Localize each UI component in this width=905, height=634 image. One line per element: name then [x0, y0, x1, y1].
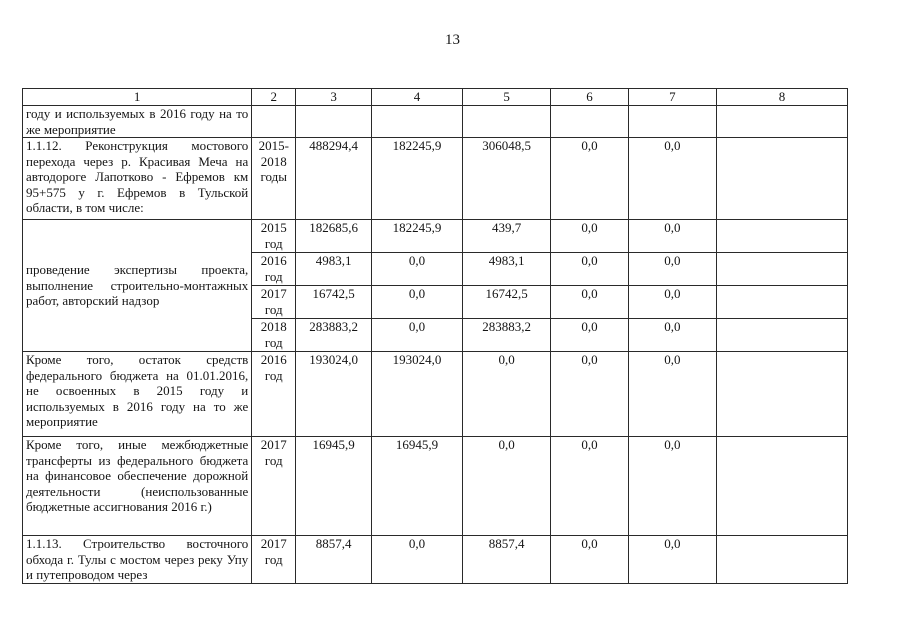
- value-cell: 283883,2: [463, 319, 551, 352]
- table-cell: [551, 106, 629, 138]
- value-cell: 439,7: [463, 220, 551, 253]
- year-cell: 2017 год: [252, 536, 296, 584]
- budget-table: [22, 88, 848, 584]
- value-cell: [716, 220, 847, 253]
- value-cell: 182245,9: [372, 138, 463, 220]
- year-cell: 2015 год: [252, 220, 296, 253]
- column-header: 1: [23, 89, 252, 106]
- table-cell: [252, 106, 296, 138]
- value-cell: 283883,2: [296, 319, 372, 352]
- value-cell: 16742,5: [463, 286, 551, 319]
- row-description: проведение экспертизы проекта, выполнение строительно-монтажных работ, авторский надзор: [23, 220, 252, 352]
- table-header-row: [23, 89, 848, 106]
- value-cell: [716, 352, 847, 437]
- value-cell: 8857,4: [296, 536, 372, 584]
- value-cell: 16945,9: [296, 437, 372, 536]
- table-row-1-1-13: [23, 536, 848, 584]
- row-description: Кроме того, остаток средств федерального бюджета на 01.01.2016, не освоенных в 2015 году и используемых в 2016 году на то же мероприятие: [23, 352, 252, 437]
- column-header: 8: [716, 89, 847, 106]
- value-cell: 193024,0: [372, 352, 463, 437]
- value-cell: 193024,0: [296, 352, 372, 437]
- value-cell: 0,0: [628, 253, 716, 286]
- value-cell: 0,0: [551, 220, 629, 253]
- column-header: 5: [463, 89, 551, 106]
- column-header: 7: [628, 89, 716, 106]
- column-header: 6: [551, 89, 629, 106]
- table-row-continuation: [23, 106, 848, 138]
- value-cell: 8857,4: [463, 536, 551, 584]
- value-cell: 0,0: [628, 286, 716, 319]
- row-description: 1.1.13. Строительство восточного обхода г. Тулы с мостом через реку Упу и путепроводом через: [23, 536, 252, 584]
- value-cell: 0,0: [628, 138, 716, 220]
- table-row-remainder: [23, 352, 848, 437]
- table-cell: [296, 106, 372, 138]
- column-header: 3: [296, 89, 372, 106]
- year-cell: 2016 год: [252, 253, 296, 286]
- row-description: Кроме того, иные межбюджетные трансферты из федерального бюджета на финансовое обеспечение дорожной деятельности (неиспользованные бюджетные ассигнования 2016 г.): [23, 437, 252, 536]
- year-cell: 2017 год: [252, 437, 296, 536]
- value-cell: 0,0: [372, 319, 463, 352]
- value-cell: 182685,6: [296, 220, 372, 253]
- value-cell: 0,0: [628, 319, 716, 352]
- column-header: 2: [252, 89, 296, 106]
- value-cell: 0,0: [551, 437, 629, 536]
- year-cell: 2018 год: [252, 319, 296, 352]
- table-row-2015: [23, 220, 848, 253]
- value-cell: 0,0: [372, 253, 463, 286]
- table-row-1-1-12: [23, 138, 848, 220]
- value-cell: 16945,9: [372, 437, 463, 536]
- table-row-transfers: [23, 437, 848, 536]
- page-number: 13: [445, 32, 460, 48]
- value-cell: 0,0: [551, 352, 629, 437]
- year-cell: 2015-2018 годы: [252, 138, 296, 220]
- year-cell: 2017 год: [252, 286, 296, 319]
- table-cell: [463, 106, 551, 138]
- value-cell: 0,0: [551, 536, 629, 584]
- value-cell: [716, 319, 847, 352]
- value-cell: 0,0: [551, 286, 629, 319]
- value-cell: 0,0: [551, 253, 629, 286]
- value-cell: 16742,5: [296, 286, 372, 319]
- year-cell: 2016 год: [252, 352, 296, 437]
- table-cell: [372, 106, 463, 138]
- value-cell: 488294,4: [296, 138, 372, 220]
- value-cell: [716, 286, 847, 319]
- value-cell: 0,0: [628, 536, 716, 584]
- column-header: 4: [372, 89, 463, 106]
- value-cell: 0,0: [551, 319, 629, 352]
- value-cell: 0,0: [372, 286, 463, 319]
- value-cell: 0,0: [463, 437, 551, 536]
- value-cell: 4983,1: [463, 253, 551, 286]
- value-cell: 0,0: [628, 352, 716, 437]
- row-description: 1.1.12. Реконструкция мостового перехода через р. Красивая Меча на автодороге Лапотково - Ефремов км 95+575 у г. Ефремов в Тульской области, в том числе:: [23, 138, 252, 220]
- value-cell: 0,0: [628, 437, 716, 536]
- table-cell: [716, 106, 847, 138]
- value-cell: [716, 437, 847, 536]
- value-cell: 0,0: [551, 138, 629, 220]
- value-cell: 0,0: [628, 220, 716, 253]
- value-cell: 0,0: [372, 536, 463, 584]
- row-description: году и используемых в 2016 году на то же мероприятие: [23, 106, 252, 138]
- value-cell: [716, 253, 847, 286]
- value-cell: [716, 536, 847, 584]
- value-cell: 182245,9: [372, 220, 463, 253]
- value-cell: 4983,1: [296, 253, 372, 286]
- value-cell: 306048,5: [463, 138, 551, 220]
- table-cell: [628, 106, 716, 138]
- value-cell: [716, 138, 847, 220]
- value-cell: 0,0: [463, 352, 551, 437]
